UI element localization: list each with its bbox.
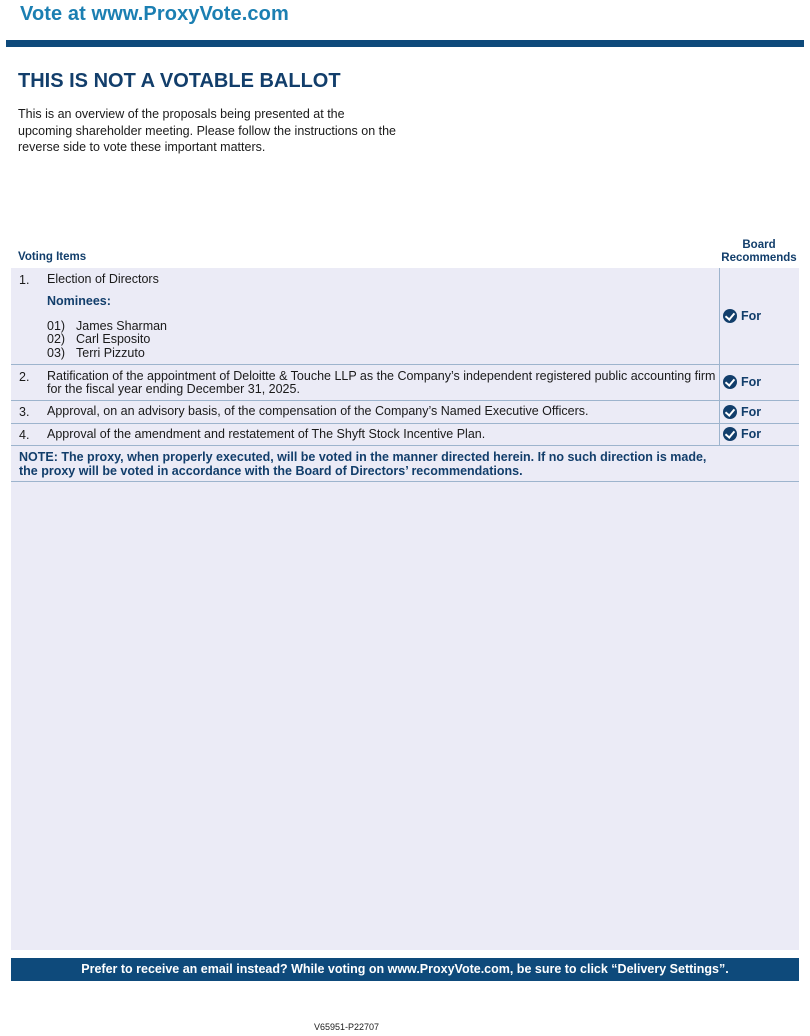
item-number: 3. <box>19 405 30 419</box>
recommendation-cell <box>719 424 800 445</box>
item-text: Election of Directors <box>47 272 159 286</box>
recommendation <box>723 405 761 419</box>
voting-item-3 <box>11 401 799 424</box>
nominee-name: Terri Pizzuto <box>76 346 145 360</box>
item-text: Approval, on an advisory basis, of the compensation of the Company’s Named Executive Officers. <box>47 404 589 418</box>
recommendation-label: For <box>741 309 762 323</box>
check-circle-icon <box>723 309 737 323</box>
recommendation <box>723 427 761 441</box>
nominee <box>47 347 145 360</box>
delivery-settings-banner[interactable]: Prefer to receive an email instead? While voting on www.ProxyVote.com, be sure to click “Delivery Settings”. <box>11 958 799 981</box>
board-recommends-line2: Recommends <box>721 252 797 264</box>
board-recommends-line1: Board <box>742 239 776 251</box>
nominee <box>47 333 150 346</box>
voting-items-header: Voting Items <box>18 251 87 263</box>
ballot-heading: THIS IS NOT A VOTABLE BALLOT <box>18 70 341 92</box>
recommendation-cell <box>719 268 800 364</box>
check-circle-icon <box>723 375 737 389</box>
voting-item-4 <box>11 424 799 446</box>
note-text: NOTE: The proxy, when properly executed, will be voted in the manner directed herein. If no such direction is made, the proxy will be voted in accordance with the Board of Directors’ recommendations. <box>19 450 707 478</box>
nominee-name: James Sharman <box>76 319 168 333</box>
item-text: Ratification of the appointment of Deloitte & Touche LLP as the Company’s independent registered public accounting firm for the fiscal year ending December 31, 2025. <box>47 369 716 396</box>
nominee-number: 03) <box>47 346 66 360</box>
recommendation-cell <box>719 401 800 423</box>
item-number: 1. <box>19 273 30 287</box>
nominees-label: Nominees: <box>47 294 111 308</box>
recommendation-cell <box>719 365 800 400</box>
item-text: Approval of the amendment and restatement of The Shyft Stock Incentive Plan. <box>47 427 486 441</box>
intro-text: This is an overview of the proposals being presented at the upcoming shareholder meeting. Please follow the instructions on the reverse side to vote these important matters. <box>18 107 396 154</box>
nominee-name: Carl Esposito <box>76 332 151 346</box>
check-circle-icon <box>723 405 737 419</box>
item-number: 4. <box>19 428 30 442</box>
board-recommends-header <box>719 239 799 265</box>
recommendation-label: For <box>741 405 762 419</box>
recommendation <box>723 375 761 389</box>
header-title[interactable]: Vote at www.ProxyVote.com <box>20 3 289 25</box>
recommendation-label: For <box>741 427 762 441</box>
nominee-number: 01) <box>47 319 66 333</box>
check-circle-icon <box>723 427 737 441</box>
item-number: 2. <box>19 370 30 384</box>
voting-item-2 <box>11 365 799 401</box>
document-code: V65951-P22707 <box>314 1022 380 1032</box>
note-row <box>11 446 799 482</box>
nominee-number: 02) <box>47 332 66 346</box>
recommendation-label: For <box>741 375 762 389</box>
voting-item-1 <box>11 268 799 365</box>
header-rule <box>6 40 804 47</box>
recommendation <box>723 309 761 323</box>
